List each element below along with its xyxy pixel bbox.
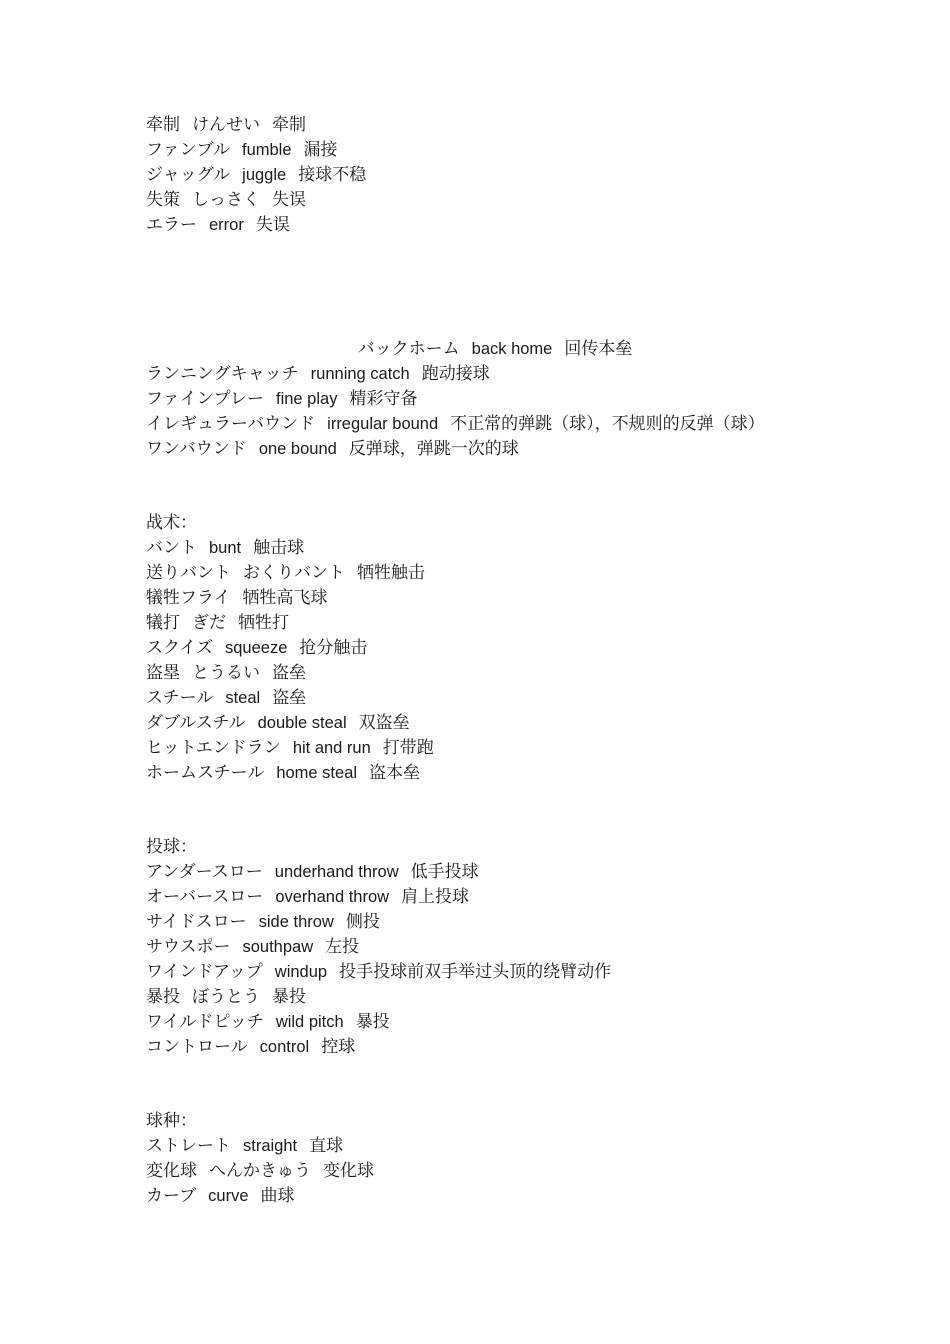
section-heading-tactics: 战术： [146, 513, 197, 533]
term-line: イレギュラーバウンド irregular bound 不正常的弹跳（球），不规则的反弹（球） [146, 414, 765, 434]
term-line: スクイズ squeeze 抢分触击 [146, 638, 368, 658]
term-line: ファインプレー fine play 精彩守备 [146, 389, 418, 409]
term-line: 失策 しっさく 失误 [146, 190, 306, 210]
term-line: サウスポー southpaw 左投 [146, 937, 360, 957]
term-line: スチール steal 盗垒 [146, 688, 307, 708]
term-line: ジャッグル juggle 接球不稳 [146, 165, 367, 185]
term-line: 牵制 けんせい 牵制 [146, 115, 306, 135]
term-line: 変化球 へんかきゅう 变化球 [146, 1161, 374, 1181]
term-line: サイドスロー side throw 侧投 [146, 912, 380, 932]
term-line: オーバースロー overhand throw 肩上投球 [146, 887, 470, 907]
term-line: 盗塁 とうるい 盗垒 [146, 663, 306, 683]
term-line: ランニングキャッチ running catch 跑动接球 [146, 364, 490, 384]
term-line: バント bunt 触击球 [146, 538, 305, 558]
term-line: ファンブル fumble 漏接 [146, 140, 338, 160]
term-line: 暴投 ぼうとう 暴投 [146, 987, 306, 1007]
term-line: ホームスチール home steal 盗本垒 [146, 763, 421, 783]
section-heading-pitch-types: 球种： [146, 1111, 197, 1131]
term-line: 送りバント おくりバント 牺牲触击 [146, 563, 425, 583]
centered-term-line: バックホーム back home 回传本垒 [357, 339, 633, 359]
term-line: ワインドアップ windup 投手投球前双手举过头顶的绕臂动作 [146, 962, 612, 982]
section-heading-pitching: 投球： [146, 837, 197, 857]
term-line: アンダースロー underhand throw 低手投球 [146, 862, 479, 882]
term-line: カーブ curve 曲球 [146, 1186, 295, 1206]
term-line: ヒットエンドラン hit and run 打带跑 [146, 738, 434, 758]
term-line: 犠打 ぎだ 牺牲打 [146, 613, 289, 633]
term-line: エラー error 失误 [146, 215, 290, 235]
term-line: 犠牲フライ 牺牲高飞球 [146, 588, 328, 608]
term-line: コントロール control 控球 [146, 1037, 356, 1057]
term-line: ストレート straight 直球 [146, 1136, 344, 1156]
term-line: ワンバウンド one bound 反弹球，弹跳一次的球 [146, 439, 519, 459]
term-line: ダブルスチル double steal 双盗垒 [146, 713, 410, 733]
term-line: ワイルドピッチ wild pitch 暴投 [146, 1012, 390, 1032]
